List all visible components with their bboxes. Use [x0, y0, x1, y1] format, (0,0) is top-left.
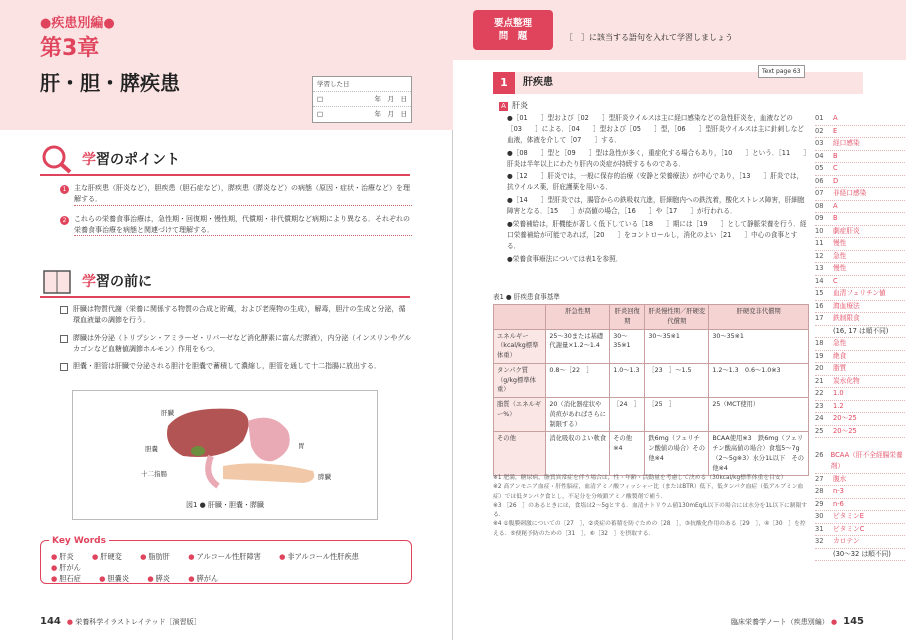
answer-row: 19 絶食 — [815, 351, 905, 364]
checkbox-icon — [60, 306, 68, 314]
answer-row: 06 D — [815, 176, 905, 189]
category-number: 1 — [493, 72, 515, 94]
figure-caption: 図1 ● 肝臓・胆嚢・膵臓 — [185, 501, 264, 510]
chapter-number: 第3章 — [40, 36, 100, 61]
answer-row: 04 B — [815, 151, 905, 164]
book-icon — [40, 266, 78, 296]
before-learning-heading — [40, 268, 410, 298]
table-notes: ※1 肥満，糖尿病，脂質異常症を伴う場合は，性・年齢・活動量を考慮して決める（30kcal/kg標準体重を目安） ※2 高アンモニア血症・肝性脳症，血清アミノ酸フィッシャー比（またはBTR）低下，低タンパク血症（低アルブミン血症）では低タンパク食とし，不足分を分岐鎖アミノ酸製剤で補う． ※3 ［26 ］のあるときには，食塩は2〜5gとする．血清ナトリウム値130mEq/L以下の場合には水分を1L以下に制限する． ※4 ①腹膜刺激についての［27 ］，②炎症の蓄積を防ぐための［28 ］，③抗酸化作用のある［29 ］，④［30 ］を控える．⑤便秘予防のための［31 ］，⑥［32 ］を摂取する． — [493, 475, 808, 537]
answer-row: 20 脂質 — [815, 363, 905, 376]
question-paragraph: ●［14 ］型肝炎では，腸管からの鉄吸収亢進，肝細胞内への鉄沈着，酸化ストレス障害，肝細胞障害となる．［15 ］が高値の場合，［16 ］や［17 ］が行われる． — [507, 196, 805, 215]
table-row: エネルギー（kcal/kg標準体重） 25〜30または基礎代謝量×1.2〜1.4 30〜35※1 30〜35※1 30〜35※1 — [494, 329, 809, 363]
study-date-label: 学習した日 — [313, 77, 411, 92]
study-date-row: □ 年 月 日 — [313, 92, 411, 107]
table-row: その他 消化吸収のよい軟食 その他※4 鉄6mg（フェリチン酸値の場合）その他※4 BCAA使用※3 鉄6mg（フェリチン酸高値の場合）食塩5〜7g（2〜5g※3）水分1L以下 その他※4 — [494, 432, 809, 476]
keyword: ● 胆嚢炎 — [99, 574, 130, 584]
label-gallbladder: 胆嚢 — [145, 445, 158, 453]
answer-row: 02 E — [815, 126, 905, 139]
study-date-box — [312, 76, 412, 123]
keyword: ● 胆石症 — [51, 574, 81, 584]
learning-points-heading — [40, 146, 410, 176]
table-row: 脂質（エネルギー%） 20（消化器症状や黄疸があればさらに制限する） ［24 ］ ［25 ］ 25（MCT使用） — [494, 398, 809, 432]
label-pancreas: 膵臓 — [318, 473, 331, 481]
answer-row: 07 非経口感染 — [815, 188, 905, 201]
answer-row: 03 経口感染 — [815, 138, 905, 151]
label-stomach: 胃 — [298, 442, 305, 450]
answer-row: 22 1.0 — [815, 388, 905, 401]
answer-row: 29 n-6 — [815, 499, 905, 512]
keyword: ● 肝がん — [51, 563, 81, 573]
answer-row: (16, 17 は順不同) — [815, 326, 905, 339]
answer-row: 05 C — [815, 163, 905, 176]
answer-row: 18 急性 — [815, 338, 905, 351]
diet-table — [493, 304, 809, 476]
answer-row: 26 BCAA（肝不全経腸栄養剤） — [815, 450, 905, 474]
magnifier-icon — [40, 144, 78, 174]
answer-row — [815, 438, 905, 450]
keyword: ● 肝炎 — [51, 552, 74, 561]
answer-row: (30〜32 は順不同) — [815, 549, 905, 562]
table-row: タンパク質（g/kg標準体重） 0.8〜［22 ］ 1.0〜1.3 ［23 ］〜1.5 1.2〜1.3 0.6〜1.0※3 — [494, 363, 809, 397]
learning-points — [60, 183, 412, 244]
answer-row: 16 瀉血療法 — [815, 301, 905, 314]
text-page-ref: Text page 63 — [758, 65, 805, 78]
answer-row: 24 20〜25 — [815, 413, 905, 426]
list-item: 2 これらの栄養食事治療は，急性期・回復期・慢性期，代償期・非代償期など病期により異なる．それぞれの栄養食事治療を病態と関連づけて理解する． — [60, 214, 412, 237]
page-number: 144 — [40, 616, 61, 627]
list-item: 胆嚢・胆管は肝臓で分泌される胆汁を胆嚢で蓄積して濃縮し，胆管を通して十二指腸に放出する． — [60, 361, 412, 372]
keyword: ● 脂肪肝 — [140, 552, 170, 561]
question-paragraph: ●栄養補給は，肝機能が著しく低下している［18 ］期には［19 ］として静脈栄養を行う．経口栄養補給が可能であれば，［20 ］をコントロールし，消化のよい［21 ］中心の食事とする． — [507, 219, 807, 250]
question-paragraph: ●［12 ］肝炎では，一般に保存的治療（安静と栄養療法）が中心であり，［13 ］肝炎では，抗ウイルス薬，肝庇護薬を用いる． — [507, 172, 804, 192]
list-item: 1 主な肝疾患（肝炎など），胆疾患（胆石症など），膵疾患（膵炎など）の病態（原因・症状・治療など）を理解する． — [60, 183, 412, 206]
exercise-header — [453, 0, 906, 60]
label-liver: 肝臓 — [161, 409, 174, 417]
chapter-header — [0, 0, 453, 130]
category-bar — [493, 72, 863, 94]
answer-row: 17 鉄制限食 — [815, 313, 905, 326]
answer-row: 11 慢性 — [815, 238, 905, 251]
learning-points-title: 学習のポイント — [82, 152, 180, 169]
answer-row: 32 カロテン — [815, 536, 905, 549]
instruction: ［ ］に該当する語句を入れて学習しましょう — [565, 33, 733, 42]
answer-row: 27 腹水 — [815, 474, 905, 487]
table-caption: 表1 ● 肝疾患食事基準 — [493, 293, 560, 301]
summary-badge: 要点整理 問 題 — [473, 10, 553, 50]
list-item: 膵臓は外分泌（トリプシン・アミラーゼ・リパーゼなど消化酵素に富んだ膵液），内分泌（インスリンやグルカゴンなど血糖値調節ホルモン）作用をもつ． — [60, 333, 412, 355]
question-paragraph: ●［08 ］型と［09 ］型は急性が多く，重症化する場合もあり，［10 ］という．［11 ］肝炎は半年以上にわたり肝内の炎症が持続するものである． — [507, 148, 807, 168]
answer-row: 14 C — [815, 276, 905, 289]
answer-row: 12 急性 — [815, 251, 905, 264]
answer-row: 25 20〜25 — [815, 426, 905, 439]
organ-figure — [72, 390, 378, 520]
answer-row: 09 B — [815, 213, 905, 226]
keywords-box — [40, 536, 412, 584]
checkbox-icon — [60, 335, 68, 343]
answer-row: 21 炭水化物 — [815, 376, 905, 389]
section-tag: ●疾患別編● — [40, 16, 115, 31]
answer-row: 01 A — [815, 113, 905, 126]
keyword: ● アルコール性肝障害 — [188, 552, 261, 561]
answer-row: 08 A — [815, 201, 905, 214]
organ-illustration — [73, 391, 379, 501]
keyword: ● 膵がん — [188, 574, 219, 584]
list-item: 肝臓は物質代謝（栄養に関係する物質の合成と貯蔵，および老廃物の生成），解毒，胆汁の生成と分泌，循環血液量の調節を行う． — [60, 304, 412, 326]
answer-row: 31 ビタミンC — [815, 524, 905, 537]
answer-row: 10 劇症肝炎 — [815, 226, 905, 239]
answer-row: 30 ビタミンE — [815, 511, 905, 524]
keyword: ● 肝硬変 — [91, 552, 122, 561]
prerequisites — [60, 304, 412, 379]
keywords-title: Key Words — [49, 535, 109, 549]
question-paragraph: ●［01 ］型および［02 ］型肝炎ウイルスは主に経口感染などの急性肝炎を，血液などの［03 ］による．［04 ］型および［05 ］型，［06 ］型肝炎ウイルスは主に針刺しなど血液，体液を介して［07 ］する． — [507, 114, 804, 144]
right-page — [453, 0, 906, 640]
keyword: ● 非アルコール性肝疾患 — [279, 552, 359, 561]
question-paragraph: ●栄養食事療法については表1を参照． — [507, 254, 623, 263]
page-title: 肝・胆・膵疾患 — [40, 71, 180, 95]
answer-column — [815, 113, 905, 561]
keyword: ● 膵炎 — [147, 574, 170, 584]
answer-row: 15 血清フェリチン値 — [815, 288, 905, 301]
checkbox-icon — [60, 363, 68, 371]
subsection-title: A 肝炎 — [499, 100, 528, 112]
right-footer: 臨床栄養学ノート（疾患別編） ● 145 — [730, 616, 864, 627]
answer-row: 13 慢性 — [815, 263, 905, 276]
question-body — [507, 113, 807, 266]
before-learning-title: 学習の前に — [82, 274, 152, 291]
page-number: 145 — [843, 616, 864, 627]
label-duodenum: 十二指腸 — [141, 470, 167, 478]
category-title: 肝疾患 — [523, 77, 553, 89]
study-date-row: □ 年 月 日 — [317, 110, 407, 119]
left-footer: 144 ● 栄養科学イラストレイテッド［演習版］ — [40, 616, 201, 627]
answer-row: 23 1.2 — [815, 401, 905, 414]
table-header-row: 肝急性期 肝炎回復期 肝炎慢性期／肝硬変代償期 肝硬変非代償期 — [494, 305, 809, 330]
answer-row: 28 n-3 — [815, 486, 905, 499]
